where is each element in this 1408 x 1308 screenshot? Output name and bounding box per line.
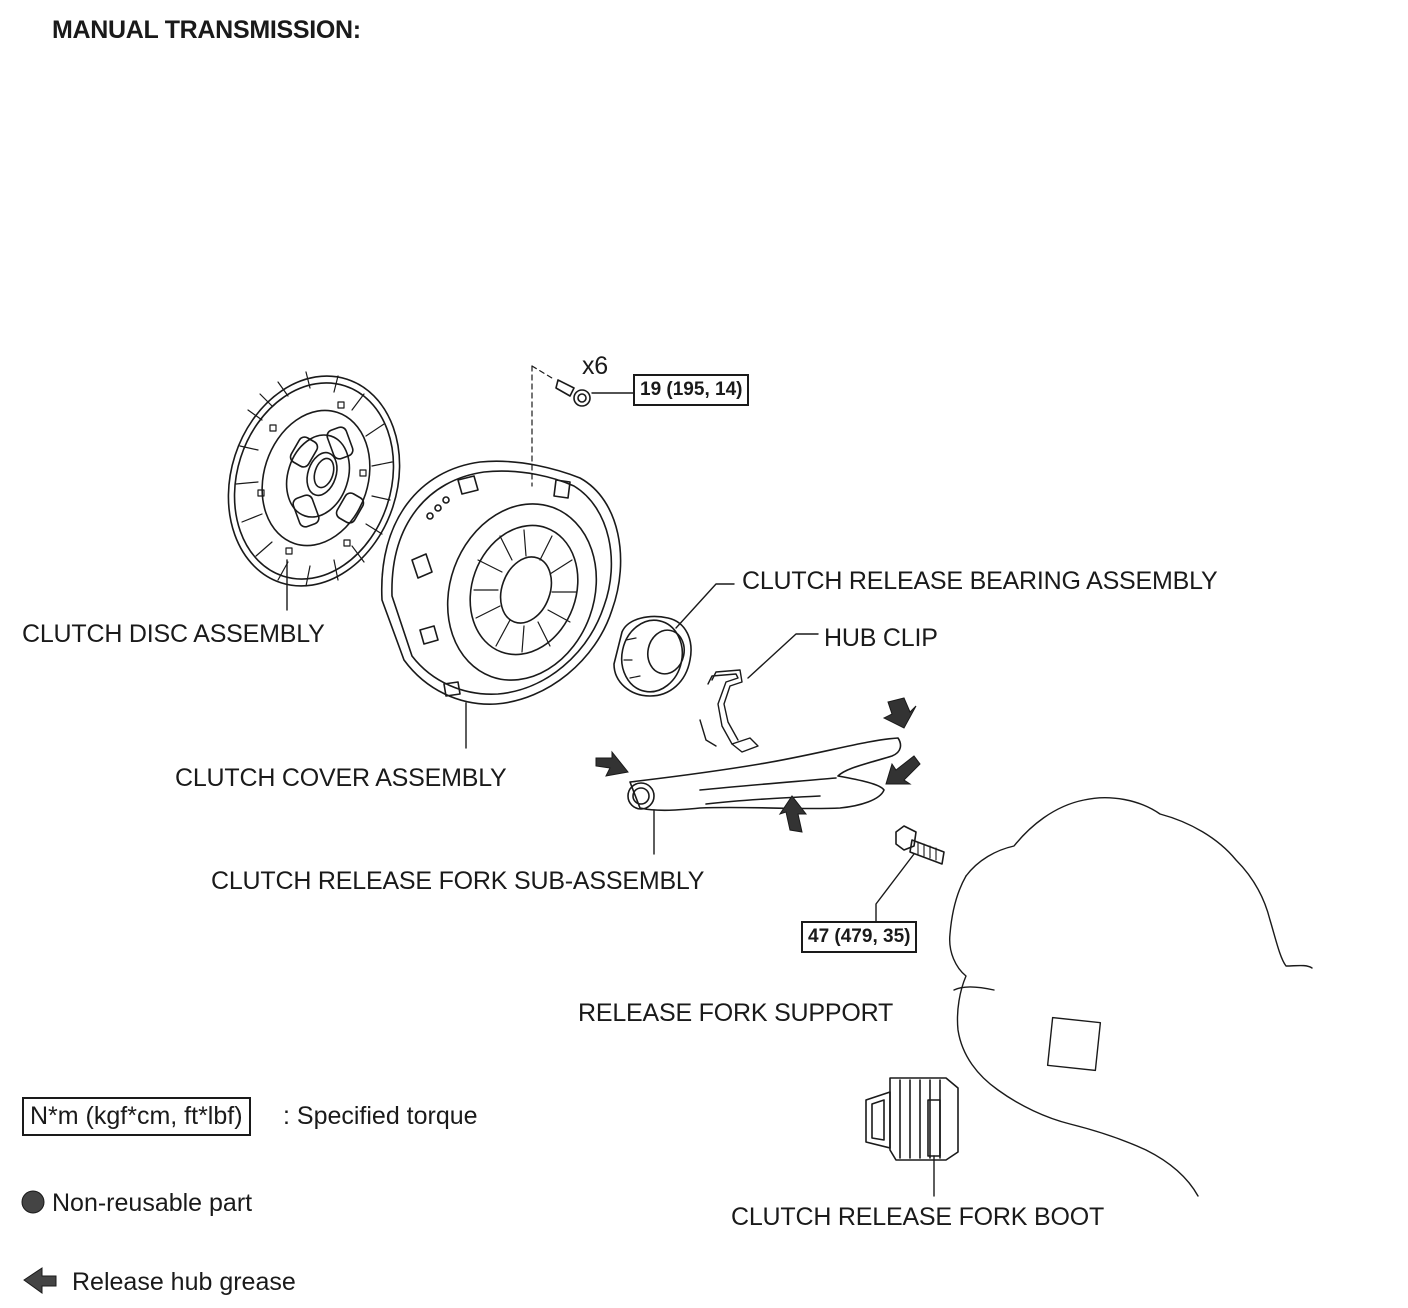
- bolt-count: x6: [582, 352, 609, 380]
- page-title: MANUAL TRANSMISSION:: [52, 16, 361, 44]
- label-fork-support: RELEASE FORK SUPPORT: [578, 999, 894, 1027]
- legend-grease: Release hub grease: [72, 1268, 296, 1296]
- label-hub-clip: HUB CLIP: [824, 624, 938, 652]
- release-bearing-drawing: [614, 615, 691, 698]
- clutch-cover-drawing: [382, 461, 621, 704]
- transmission-housing-drawing: [950, 798, 1312, 1196]
- release-fork-drawing: [628, 738, 900, 810]
- torque-cover-bolts: 19 (195, 14): [633, 374, 749, 406]
- legend-non-reusable: Non-reusable part: [52, 1189, 253, 1217]
- fork-support-drawing: [896, 826, 944, 864]
- cover-bolt-drawing: [556, 380, 590, 406]
- hub-clip-drawing: [700, 670, 758, 752]
- grease-legend-arrow-icon: [24, 1268, 56, 1293]
- torque-fork-support: 47 (479, 35): [801, 921, 917, 953]
- label-clutch-cover: CLUTCH COVER ASSEMBLY: [175, 764, 507, 792]
- label-clutch-disc: CLUTCH DISC ASSEMBLY: [22, 620, 325, 648]
- label-release-fork: CLUTCH RELEASE FORK SUB-ASSEMBLY: [211, 867, 705, 895]
- legend-torque-unit: N*m (kgf*cm, ft*lbf): [22, 1097, 251, 1136]
- non-reusable-icon: [22, 1191, 44, 1213]
- legend-torque-desc: : Specified torque: [283, 1102, 478, 1130]
- label-release-bearing: CLUTCH RELEASE BEARING ASSEMBLY: [742, 567, 1218, 595]
- grease-arrow-icon: [886, 756, 920, 784]
- grease-arrow-icon: [780, 796, 806, 832]
- grease-arrow-icon: [884, 698, 916, 728]
- fork-boot-drawing: [866, 1078, 958, 1160]
- label-fork-boot: CLUTCH RELEASE FORK BOOT: [731, 1203, 1105, 1231]
- grease-arrow-icon: [596, 752, 628, 776]
